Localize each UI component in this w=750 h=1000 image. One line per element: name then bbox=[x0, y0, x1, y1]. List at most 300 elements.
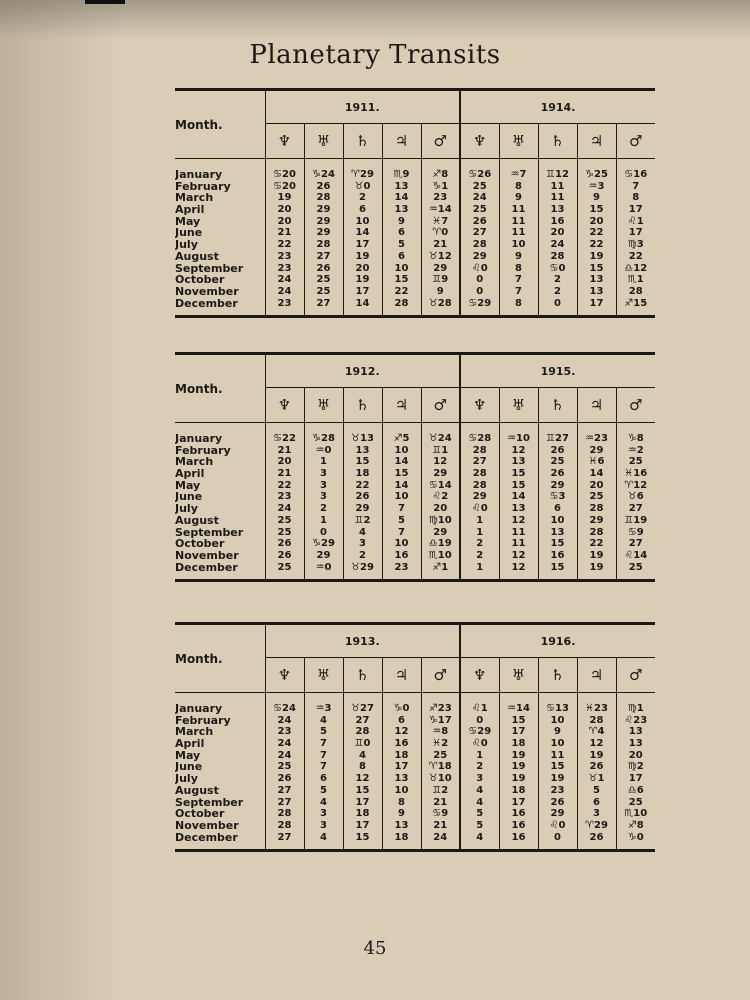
position-cell: ♎12 bbox=[624, 262, 648, 274]
position-cell: ♋24 bbox=[273, 703, 296, 714]
position-cell: 10 bbox=[550, 714, 565, 726]
position-cell: ♒3 bbox=[315, 703, 332, 714]
position-cell: 2 bbox=[359, 192, 366, 204]
month-label: May bbox=[175, 215, 201, 228]
planet-glyph-header: ♆ bbox=[460, 658, 499, 693]
position-cell: 15 bbox=[589, 204, 604, 216]
position-cell: 3 bbox=[320, 819, 327, 831]
position-cell: ♋22 bbox=[273, 433, 296, 444]
position-cell: 27 bbox=[355, 714, 370, 726]
year-header: 1916. bbox=[460, 624, 655, 658]
position-cell: ♋29 bbox=[468, 726, 492, 738]
position-cell: 12 bbox=[433, 456, 448, 468]
position-cell: 4 bbox=[320, 796, 327, 808]
position-cell: 28 bbox=[472, 239, 487, 251]
position-cell: 29 bbox=[589, 444, 604, 456]
position-cell: 16 bbox=[511, 831, 526, 843]
position-cell: 27 bbox=[277, 784, 292, 796]
planet-position-column bbox=[421, 159, 460, 317]
position-cell: 26 bbox=[550, 444, 565, 456]
position-cell: 12 bbox=[511, 561, 526, 573]
position-cell: 13 bbox=[511, 503, 526, 515]
position-cell: 8 bbox=[398, 796, 405, 808]
position-cell: 25 bbox=[277, 761, 292, 773]
position-cell: 28 bbox=[628, 285, 643, 297]
planet-position-column bbox=[265, 159, 304, 317]
month-column-header: Month. bbox=[175, 354, 265, 423]
position-cell: ♉27 bbox=[351, 703, 374, 714]
planet-glyph-header: ♄ bbox=[538, 388, 577, 423]
position-cell: 18 bbox=[355, 808, 370, 820]
position-cell: 24 bbox=[472, 192, 487, 204]
position-cell: 9 bbox=[515, 192, 522, 204]
position-cell: 2 bbox=[554, 285, 561, 297]
planet-position-column bbox=[538, 423, 577, 581]
month-label: December bbox=[175, 831, 238, 844]
planet-glyph-header: ♅ bbox=[499, 388, 538, 423]
planet-position-column bbox=[265, 423, 304, 581]
position-cell: 17 bbox=[589, 297, 604, 309]
position-cell: 12 bbox=[511, 444, 526, 456]
planet-position-column bbox=[460, 423, 499, 581]
planet-position-column bbox=[538, 693, 577, 851]
position-cell: 6 bbox=[320, 773, 327, 785]
planet-glyph-header: ♄ bbox=[343, 388, 382, 423]
planet-position-column bbox=[304, 423, 343, 581]
position-cell: ♑24 bbox=[312, 169, 335, 180]
position-cell: 21 bbox=[433, 239, 448, 251]
month-list bbox=[175, 693, 265, 851]
position-cell: 20 bbox=[550, 227, 565, 239]
position-cell: 0 bbox=[476, 274, 484, 286]
position-cell: 25 bbox=[277, 514, 292, 526]
position-cell: 20 bbox=[355, 262, 370, 274]
year-header: 1911. bbox=[265, 90, 460, 124]
position-cell: 25 bbox=[589, 491, 604, 503]
position-cell: ♉10 bbox=[428, 773, 452, 785]
position-cell: 19 bbox=[589, 549, 604, 561]
position-cell: 28 bbox=[550, 250, 565, 262]
month-label: October bbox=[175, 808, 225, 820]
position-cell: 13 bbox=[394, 204, 409, 216]
month-label: December bbox=[175, 297, 238, 310]
month-label: October bbox=[175, 274, 225, 286]
position-cell: 11 bbox=[511, 538, 526, 550]
planet-position-column bbox=[304, 159, 343, 317]
position-cell: 28 bbox=[472, 468, 487, 480]
position-cell: 20 bbox=[589, 479, 604, 491]
position-cell: ♏1 bbox=[627, 274, 644, 286]
planet-position-column bbox=[265, 693, 304, 851]
position-cell: ♊2 bbox=[354, 514, 371, 526]
position-cell: ♈18 bbox=[428, 761, 452, 773]
position-cell: ♒14 bbox=[507, 703, 530, 714]
position-cell: 28 bbox=[589, 526, 604, 538]
position-cell: ♋3 bbox=[549, 491, 566, 503]
position-cell: ♋9 bbox=[432, 808, 449, 820]
position-cell: 25 bbox=[550, 456, 565, 468]
position-cell: ♑17 bbox=[428, 714, 452, 726]
position-cell: 4 bbox=[476, 784, 484, 796]
position-cell: 13 bbox=[589, 285, 604, 297]
position-cell: ♑28 bbox=[312, 433, 335, 444]
position-cell: ♓16 bbox=[624, 468, 648, 480]
position-cell: ♐15 bbox=[624, 297, 648, 309]
position-cell: ♌0 bbox=[471, 503, 488, 515]
position-cell: 6 bbox=[398, 250, 405, 262]
position-cell: 15 bbox=[355, 456, 370, 468]
position-cell: ♑25 bbox=[585, 169, 608, 180]
position-cell: ♊2 bbox=[432, 784, 449, 796]
position-cell: ♑29 bbox=[312, 538, 335, 550]
position-cell: 12 bbox=[511, 514, 526, 526]
month-label: March bbox=[175, 726, 214, 739]
position-cell: ♍2 bbox=[627, 761, 644, 773]
position-cell: ♋28 bbox=[468, 433, 492, 444]
month-label: November bbox=[175, 549, 239, 562]
position-cell: 10 bbox=[394, 444, 409, 456]
transit-table-1913-1916 bbox=[175, 622, 655, 852]
position-cell: 5 bbox=[476, 808, 484, 820]
position-cell: ♌0 bbox=[549, 819, 566, 831]
position-cell: 15 bbox=[511, 479, 526, 491]
position-cell: ♊12 bbox=[546, 169, 569, 180]
position-cell: 26 bbox=[589, 761, 604, 773]
position-cell: 3 bbox=[320, 491, 327, 503]
page-shadow bbox=[0, 0, 120, 1000]
position-cell: 29 bbox=[316, 204, 331, 216]
position-cell: ♏9 bbox=[393, 169, 410, 180]
position-cell: 17 bbox=[511, 726, 526, 738]
position-cell: 11 bbox=[511, 227, 526, 239]
position-cell: 0 bbox=[476, 285, 484, 297]
position-cell: ♉29 bbox=[351, 561, 374, 573]
position-cell: 27 bbox=[472, 456, 487, 468]
position-cell: 16 bbox=[394, 549, 409, 561]
planet-position-column bbox=[421, 423, 460, 581]
position-cell: ♊19 bbox=[624, 514, 648, 526]
position-cell: ♋16 bbox=[624, 169, 648, 180]
position-cell: 5 bbox=[398, 514, 405, 526]
position-cell: 18 bbox=[394, 831, 409, 843]
position-cell: ♓7 bbox=[432, 215, 449, 227]
month-label: May bbox=[175, 479, 201, 492]
position-cell: ♑8 bbox=[627, 433, 644, 444]
position-cell: 10 bbox=[550, 738, 565, 750]
position-cell: 25 bbox=[628, 796, 643, 808]
position-cell: ♋26 bbox=[468, 169, 492, 180]
position-cell: 28 bbox=[394, 297, 409, 309]
position-cell: 12 bbox=[394, 726, 409, 738]
position-cell: ♌1 bbox=[627, 215, 644, 227]
position-cell: 21 bbox=[277, 227, 292, 239]
position-cell: ♋0 bbox=[549, 262, 566, 274]
position-cell: 27 bbox=[316, 250, 331, 262]
planet-position-column bbox=[577, 423, 616, 581]
position-cell: 25 bbox=[316, 274, 331, 286]
month-list bbox=[175, 423, 265, 581]
position-cell: ♋13 bbox=[546, 703, 569, 714]
position-cell: 15 bbox=[355, 831, 370, 843]
year-header: 1915. bbox=[460, 354, 655, 388]
position-cell: 27 bbox=[277, 796, 292, 808]
month-label: June bbox=[175, 491, 203, 504]
position-cell: 4 bbox=[476, 831, 484, 843]
position-cell: ♐8 bbox=[627, 819, 644, 831]
planet-position-column bbox=[382, 159, 421, 317]
position-cell: 17 bbox=[394, 761, 409, 773]
position-cell: 27 bbox=[472, 227, 487, 239]
position-cell: ♑0 bbox=[393, 703, 410, 714]
position-cell: 7 bbox=[515, 274, 522, 286]
planet-position-column bbox=[616, 159, 655, 317]
position-cell: 14 bbox=[394, 479, 409, 491]
position-cell: 0 bbox=[554, 831, 561, 843]
position-cell: 23 bbox=[277, 262, 292, 274]
position-cell: 7 bbox=[320, 738, 327, 750]
position-cell: 28 bbox=[589, 503, 604, 515]
position-cell: 14 bbox=[355, 227, 370, 239]
planet-position-column bbox=[577, 693, 616, 851]
position-cell: 23 bbox=[277, 726, 292, 738]
position-cell: 10 bbox=[394, 538, 409, 550]
position-cell: ♒3 bbox=[588, 180, 605, 192]
month-label: January bbox=[175, 433, 223, 445]
position-cell: ♓23 bbox=[585, 703, 608, 714]
month-list bbox=[175, 159, 265, 317]
position-cell: 10 bbox=[511, 239, 526, 251]
position-cell: ♒23 bbox=[585, 433, 608, 444]
position-cell: 26 bbox=[316, 180, 331, 192]
position-cell: 21 bbox=[277, 468, 292, 480]
position-cell: 4 bbox=[320, 831, 327, 843]
position-cell: ♊1 bbox=[432, 444, 449, 456]
position-cell: 13 bbox=[628, 738, 643, 750]
position-cell: 1 bbox=[476, 514, 484, 526]
position-cell: 27 bbox=[316, 297, 331, 309]
position-cell: ♋9 bbox=[627, 526, 644, 538]
position-cell: 16 bbox=[511, 808, 526, 820]
position-cell: 13 bbox=[550, 204, 565, 216]
position-cell: 24 bbox=[277, 749, 292, 761]
month-label: July bbox=[175, 773, 198, 785]
month-label: November bbox=[175, 285, 239, 298]
position-cell: ♏10 bbox=[428, 549, 452, 561]
position-cell: 5 bbox=[476, 819, 484, 831]
position-cell: ♑0 bbox=[627, 831, 644, 843]
position-cell: 22 bbox=[589, 227, 604, 239]
position-cell: 21 bbox=[277, 444, 292, 456]
planet-position-column bbox=[421, 693, 460, 851]
position-cell: 26 bbox=[277, 538, 292, 550]
month-label: March bbox=[175, 456, 214, 469]
position-cell: 9 bbox=[398, 215, 405, 227]
position-cell: ♌23 bbox=[624, 714, 648, 726]
position-cell: 5 bbox=[320, 784, 327, 796]
position-cell: 22 bbox=[589, 239, 604, 251]
position-cell: 19 bbox=[589, 250, 604, 262]
position-cell: 2 bbox=[554, 274, 561, 286]
position-cell: 0 bbox=[320, 526, 327, 538]
planet-position-column bbox=[616, 423, 655, 581]
planet-glyph-header: ♄ bbox=[343, 658, 382, 693]
position-cell: ♒2 bbox=[627, 444, 644, 456]
position-cell: 6 bbox=[554, 503, 561, 515]
position-cell: 25 bbox=[277, 526, 292, 538]
position-cell: 26 bbox=[550, 796, 565, 808]
month-column-header: Month. bbox=[175, 624, 265, 693]
position-cell: ♊9 bbox=[432, 274, 449, 286]
position-cell: ♌2 bbox=[432, 491, 449, 503]
position-cell: 17 bbox=[628, 773, 643, 785]
position-cell: ♌14 bbox=[624, 549, 648, 561]
position-cell: 28 bbox=[277, 808, 292, 820]
position-cell: 18 bbox=[355, 468, 370, 480]
position-cell: 19 bbox=[550, 773, 565, 785]
position-cell: 14 bbox=[511, 491, 526, 503]
position-cell: 28 bbox=[277, 819, 292, 831]
transit-table bbox=[175, 352, 655, 582]
month-label: September bbox=[175, 262, 244, 275]
month-label: September bbox=[175, 796, 244, 809]
month-label: September bbox=[175, 526, 244, 539]
position-cell: 28 bbox=[316, 239, 331, 251]
position-cell: 19 bbox=[511, 773, 526, 785]
position-cell: ♈12 bbox=[624, 479, 648, 491]
position-cell: 19 bbox=[511, 749, 526, 761]
position-cell: 5 bbox=[320, 726, 327, 738]
planet-position-column bbox=[616, 693, 655, 851]
planet-glyph-header: ♃ bbox=[577, 388, 616, 423]
position-cell: 16 bbox=[550, 215, 565, 227]
position-cell: 25 bbox=[472, 204, 487, 216]
position-cell: 24 bbox=[277, 285, 292, 297]
year-header: 1912. bbox=[265, 354, 460, 388]
position-cell: 7 bbox=[398, 526, 405, 538]
position-cell: ♉1 bbox=[588, 773, 605, 785]
position-cell: 1 bbox=[476, 561, 484, 573]
month-label: January bbox=[175, 169, 223, 181]
position-cell: 23 bbox=[550, 784, 565, 796]
month-label: April bbox=[175, 204, 205, 216]
position-cell: 24 bbox=[277, 714, 292, 726]
position-cell: 27 bbox=[628, 538, 643, 550]
planet-glyph-header: ♃ bbox=[382, 658, 421, 693]
planet-glyph-header: ♂ bbox=[421, 388, 460, 423]
position-cell: 7 bbox=[398, 503, 405, 515]
position-cell: 19 bbox=[511, 761, 526, 773]
month-label: August bbox=[175, 514, 219, 527]
position-cell: ♍3 bbox=[627, 239, 644, 251]
position-cell: 24 bbox=[277, 503, 292, 515]
position-cell: 8 bbox=[515, 180, 522, 192]
position-cell: 24 bbox=[550, 239, 565, 251]
position-cell: 15 bbox=[394, 274, 409, 286]
month-label: February bbox=[175, 444, 231, 457]
planet-position-column bbox=[499, 159, 538, 317]
planet-glyph-header: ♄ bbox=[538, 124, 577, 159]
position-cell: ♐23 bbox=[428, 703, 452, 714]
position-cell: 14 bbox=[394, 456, 409, 468]
position-cell: ♊0 bbox=[354, 738, 371, 750]
position-cell: 2 bbox=[476, 549, 484, 561]
planet-glyph-header: ♅ bbox=[304, 388, 343, 423]
position-cell: 11 bbox=[550, 749, 565, 761]
position-cell: 26 bbox=[277, 549, 292, 561]
month-label: August bbox=[175, 784, 219, 797]
planet-position-column bbox=[382, 423, 421, 581]
position-cell: ♉13 bbox=[351, 433, 374, 444]
position-cell: 22 bbox=[355, 479, 370, 491]
transit-table bbox=[175, 622, 655, 852]
position-cell: 16 bbox=[394, 738, 409, 750]
month-label: February bbox=[175, 180, 231, 193]
position-cell: 10 bbox=[394, 784, 409, 796]
planet-position-column bbox=[499, 693, 538, 851]
position-cell: 20 bbox=[277, 456, 292, 468]
position-cell: 26 bbox=[550, 468, 565, 480]
position-cell: 20 bbox=[628, 749, 643, 761]
planet-glyph-header: ♂ bbox=[616, 658, 655, 693]
position-cell: ♋20 bbox=[273, 180, 296, 192]
position-cell: 5 bbox=[398, 239, 405, 251]
planet-glyph-header: ♃ bbox=[382, 388, 421, 423]
planet-glyph-header: ♆ bbox=[460, 388, 499, 423]
position-cell: 13 bbox=[589, 274, 604, 286]
planet-position-column bbox=[499, 423, 538, 581]
position-cell: 9 bbox=[554, 726, 561, 738]
planet-glyph-header: ♆ bbox=[460, 124, 499, 159]
position-cell: 2 bbox=[476, 538, 484, 550]
planet-glyph-header: ♂ bbox=[421, 658, 460, 693]
position-cell: ♉28 bbox=[428, 297, 452, 309]
position-cell: 26 bbox=[589, 831, 604, 843]
position-cell: ♋20 bbox=[273, 169, 296, 180]
planet-glyph-header: ♄ bbox=[343, 124, 382, 159]
position-cell: 29 bbox=[433, 468, 448, 480]
transit-table-1912-1915 bbox=[175, 352, 655, 582]
planet-position-column bbox=[382, 693, 421, 851]
planet-position-column bbox=[538, 159, 577, 317]
position-cell: 2 bbox=[359, 549, 366, 561]
position-cell: 29 bbox=[316, 215, 331, 227]
position-cell: 11 bbox=[511, 526, 526, 538]
position-cell: 14 bbox=[589, 468, 604, 480]
position-cell: ♈29 bbox=[585, 819, 608, 831]
position-cell: ♒0 bbox=[315, 561, 332, 573]
position-cell: 26 bbox=[472, 215, 487, 227]
position-cell: 25 bbox=[628, 456, 643, 468]
position-cell: 15 bbox=[511, 714, 526, 726]
position-cell: 8 bbox=[632, 192, 640, 204]
position-cell: ♋14 bbox=[428, 479, 452, 491]
month-label: August bbox=[175, 250, 219, 263]
position-cell: ♉12 bbox=[428, 250, 452, 262]
position-cell: 25 bbox=[472, 180, 487, 192]
position-cell: 29 bbox=[550, 808, 565, 820]
month-label: February bbox=[175, 714, 231, 727]
position-cell: 2 bbox=[476, 761, 484, 773]
position-cell: 20 bbox=[433, 503, 448, 515]
position-cell: 13 bbox=[394, 773, 409, 785]
position-cell: 24 bbox=[277, 738, 292, 750]
position-cell: 1 bbox=[476, 749, 484, 761]
position-cell: 18 bbox=[511, 784, 526, 796]
position-cell: ♌0 bbox=[471, 262, 488, 274]
position-cell: 2 bbox=[320, 503, 327, 515]
position-cell: 14 bbox=[355, 297, 370, 309]
year-header: 1914. bbox=[460, 90, 655, 124]
